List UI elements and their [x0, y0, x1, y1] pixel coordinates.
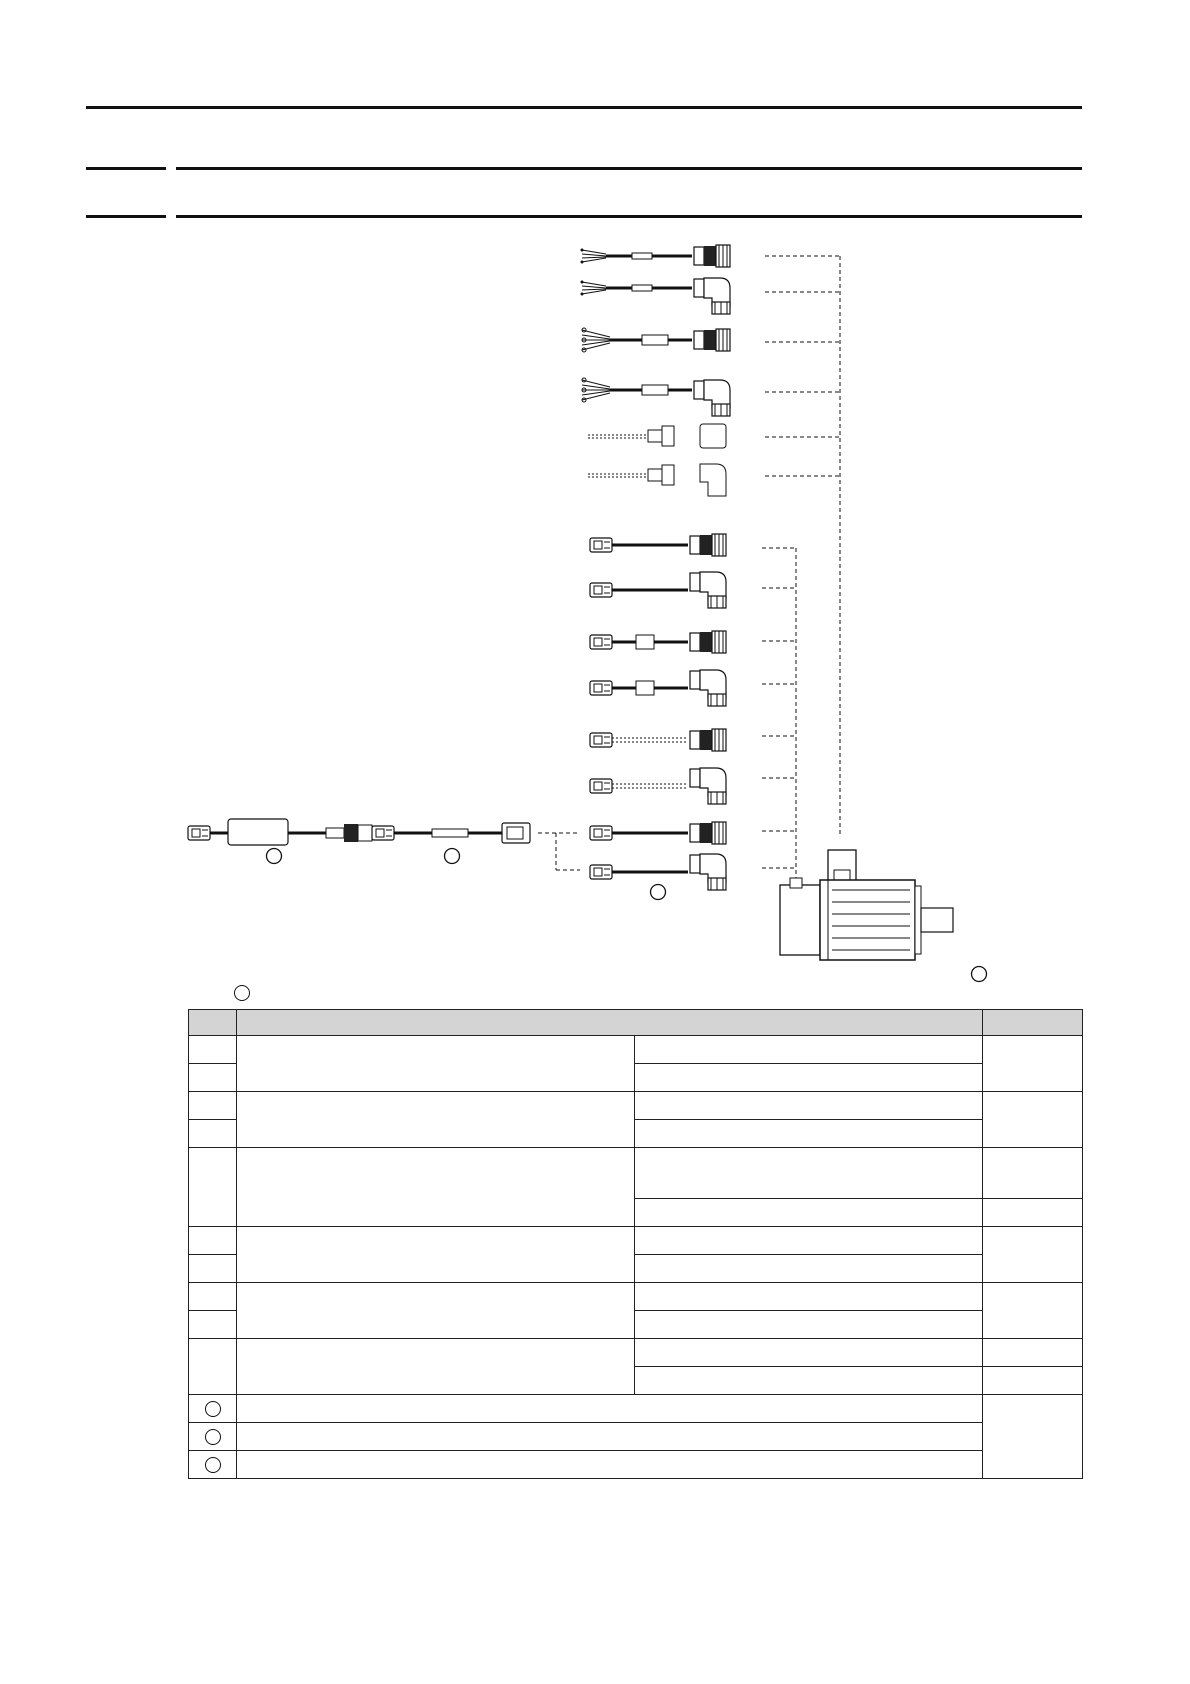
power-connector-kit-elbow: [588, 464, 726, 496]
callout-circle-icon: [205, 1429, 221, 1445]
row-description: [635, 1064, 983, 1092]
row-item: [237, 1092, 635, 1148]
callout-circle-battery: [267, 849, 282, 864]
row-description: [635, 1311, 983, 1339]
callout-circle-extension: [445, 849, 460, 864]
row-number: [189, 1092, 237, 1120]
row-item: [237, 1227, 635, 1283]
table-header-row: [189, 1010, 1083, 1036]
row-item: [237, 1451, 983, 1479]
row-item: [237, 1395, 983, 1423]
callout-circle-relay: [651, 885, 666, 900]
table-row: [189, 1423, 1083, 1451]
callout-circle-icon: [205, 1401, 221, 1417]
encoder-cable-straight-3: [590, 729, 726, 751]
row-reference: [983, 1227, 1083, 1283]
row-reference: [983, 1036, 1083, 1092]
col-header-number: [189, 1010, 237, 1036]
relay-cable-straight: [590, 822, 726, 844]
row-number: [189, 1148, 237, 1227]
power-connector-kit-straight: [588, 424, 726, 448]
col-header-name: [237, 1010, 983, 1036]
row-number: [189, 1339, 237, 1395]
table-row: [189, 1092, 1083, 1120]
row-reference: [983, 1395, 1083, 1479]
legend-circle-icon: [234, 985, 250, 1001]
row-number: [189, 1036, 237, 1064]
row-description: [635, 1148, 983, 1199]
table-row: [189, 1148, 1083, 1199]
row-description: [635, 1092, 983, 1120]
row-reference: [983, 1367, 1083, 1395]
table-row: [189, 1395, 1083, 1423]
table-row: [189, 1227, 1083, 1255]
row-reference: [983, 1283, 1083, 1339]
callout-circle-motor: [972, 967, 987, 982]
col-header-reference: [983, 1010, 1083, 1036]
row-number: [189, 1255, 237, 1283]
table-row: [189, 1283, 1083, 1311]
encoder-cable-elbow-2: [590, 670, 726, 706]
power-cable-straight-2: [582, 328, 730, 352]
encoder-cable-straight-2: [590, 631, 726, 653]
row-description: [635, 1283, 983, 1311]
row-item: [237, 1283, 635, 1339]
callout-circle-icon: [205, 1457, 221, 1473]
table-row: [189, 1339, 1083, 1367]
battery-unit-cable: [188, 819, 372, 845]
row-description: [635, 1255, 983, 1283]
row-item: [237, 1423, 983, 1451]
row-callout-cell: [189, 1395, 237, 1423]
power-leader-lines: [765, 256, 840, 836]
row-number: [189, 1311, 237, 1339]
row-number: [189, 1120, 237, 1148]
table-row: [189, 1451, 1083, 1479]
row-description: [635, 1367, 983, 1395]
legend-note: [234, 984, 250, 1001]
row-description: [635, 1339, 983, 1367]
row-description: [635, 1199, 983, 1227]
row-reference: [983, 1148, 1083, 1199]
row-item: [237, 1036, 635, 1092]
row-reference: [983, 1339, 1083, 1367]
encoder-cable-straight-1: [590, 534, 726, 556]
row-callout-cell: [189, 1423, 237, 1451]
encoder-extension-cable: [372, 823, 530, 843]
row-description: [635, 1227, 983, 1255]
table-row: [189, 1036, 1083, 1064]
row-number: [189, 1283, 237, 1311]
row-item: [237, 1148, 635, 1227]
encoder-cable-elbow-3: [590, 768, 726, 804]
power-cable-elbow-2: [582, 378, 730, 416]
row-number: [189, 1064, 237, 1092]
row-description: [635, 1120, 983, 1148]
cable-spec-table: [188, 1009, 1083, 1479]
row-description: [635, 1036, 983, 1064]
row-reference: [983, 1092, 1083, 1148]
power-cable-elbow-1: [581, 278, 731, 314]
row-item: [237, 1339, 635, 1395]
row-number: [189, 1227, 237, 1255]
servo-motor: [780, 850, 953, 960]
row-reference: [983, 1199, 1083, 1227]
row-callout-cell: [189, 1451, 237, 1479]
power-cable-straight-1: [581, 245, 731, 267]
encoder-cable-elbow-1: [590, 572, 726, 608]
